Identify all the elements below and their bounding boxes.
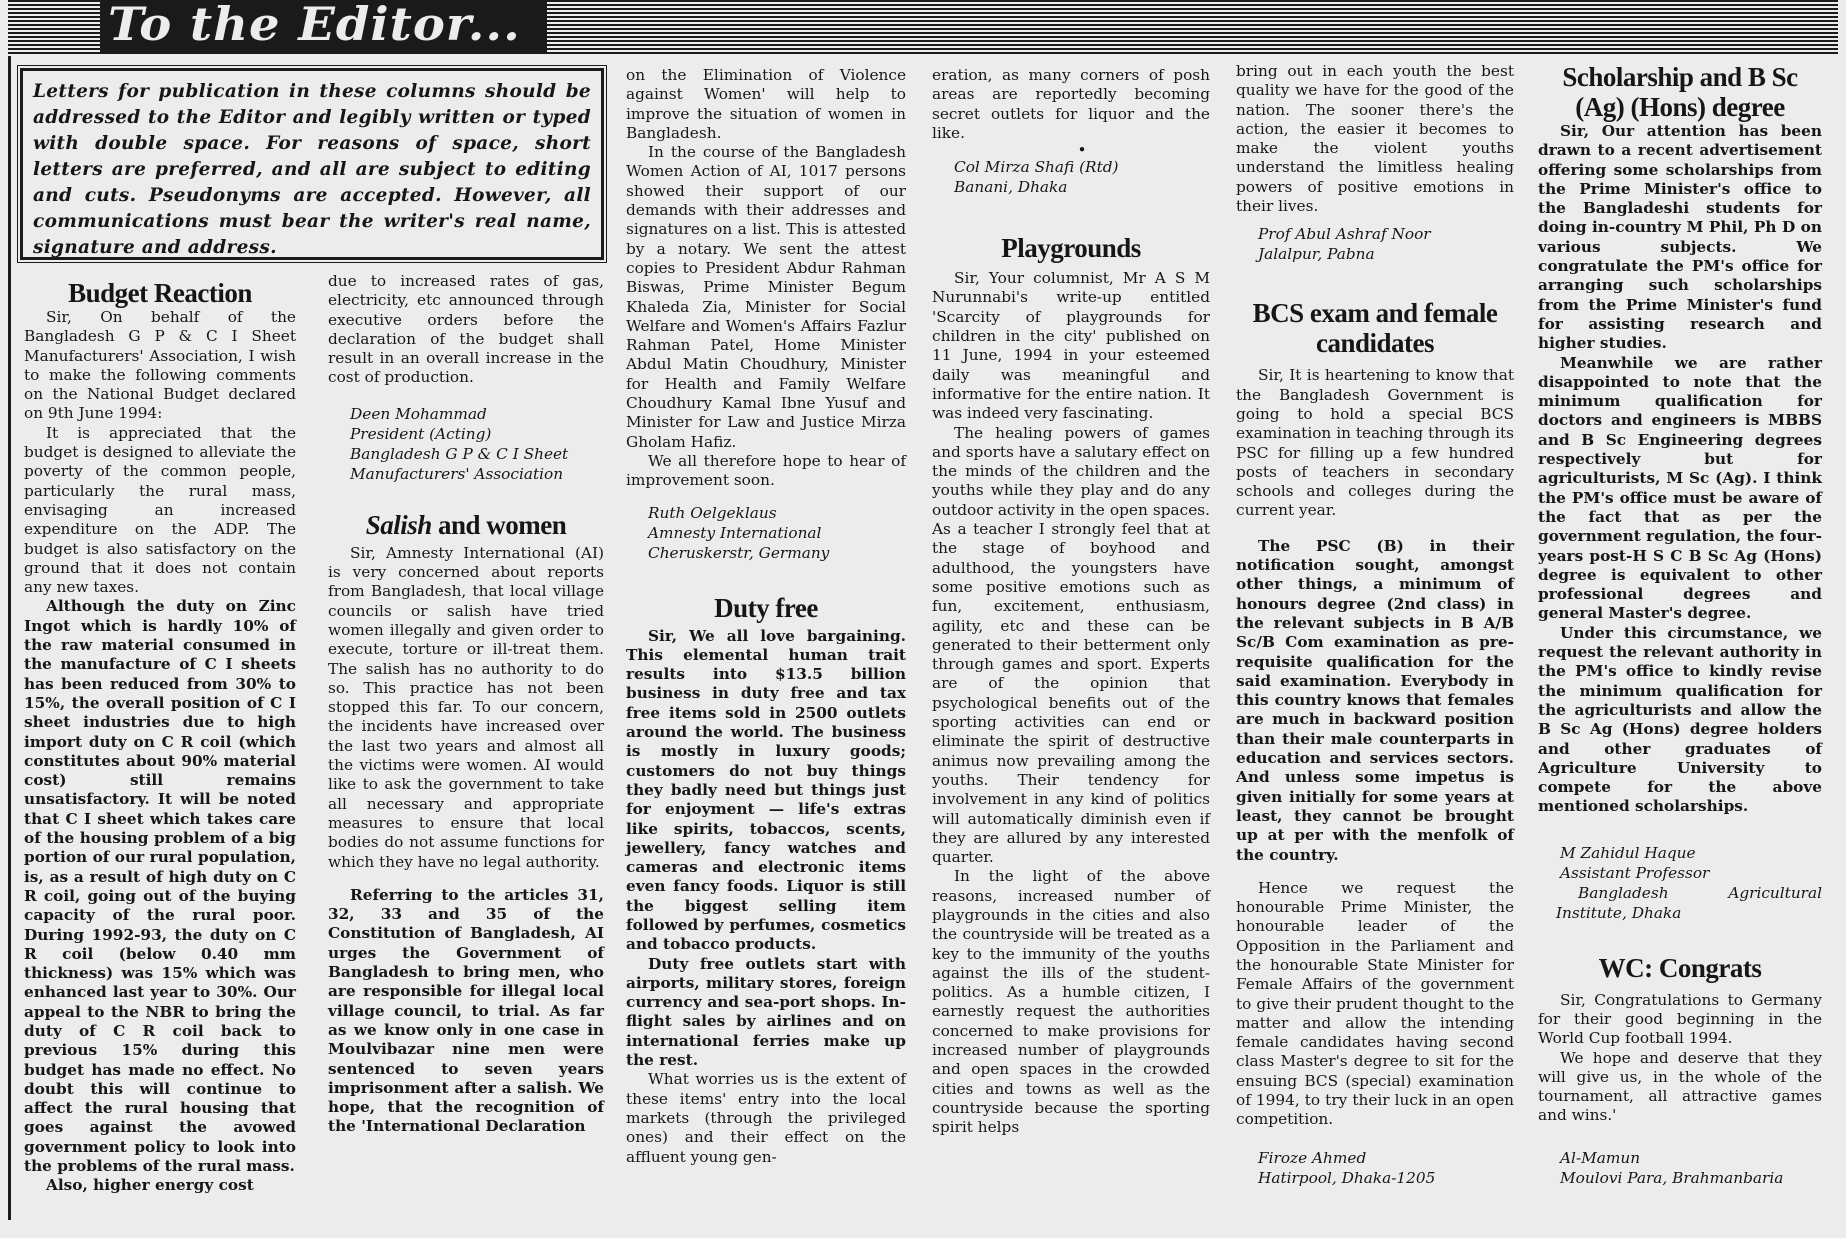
- salish-signature-org: Amnesty International: [648, 523, 822, 542]
- wc-headline: WC: Congrats: [1598, 952, 1762, 983]
- playgrounds-signature-address: Jalalpur, Pabna: [1258, 245, 1375, 264]
- dutyfree-paragraph: What worries us is the extent of these items' entry into the local markets (through the privileged ones) and their effect on the affluent young gen-: [626, 1070, 906, 1166]
- masthead-banner: [8, 0, 1838, 56]
- salish-signature-address: Cheruskerstr, Germany: [648, 543, 830, 562]
- scholarship-paragraph: Meanwhile we are rather disappointed to note that the minimum qualification for doctors and engineers is MBBS and B Sc Engineering degrees respectively but for agriculturists, M Sc (Ag). I think the PM's office must be aware of the fact that as per the government regulation, the four-years post-H S C B Sc Ag (Hons) degree is equivalent to other professional degrees and general Master's degree.: [1538, 353, 1822, 623]
- salish-paragraph: Sir, Amnesty International (AI) is very concerned about reports from Bangladesh, that local village councils or salish have tried women illegally and given order to execute, torture or ill-treat them. The salish has no authority to do so. This practice has not been stopped this far. To our concern, the incidents have increased over the last two years and almost all the victims were women. AI would like to ask the government to take all necessary and appropriate measures to ensure that local bodies do not assume functions for which they have no legal authority.: [328, 543, 604, 871]
- salish-headline: Salish and women: [365, 509, 567, 540]
- dutyfree-headline: Duty free: [714, 592, 818, 623]
- editor-notice-text: Letters for publication in these columns should be addressed to the Editor and legibly written or typed with double space. For reasons of space, short letters are preferred, and all are subject to editing and cuts. Pseudonyms are accepted. However, all communications must bear the writer's real name, signature and address.: [33, 81, 591, 258]
- dutyfree-signature-name: Col Mirza Shafi (Rtd): [954, 158, 1119, 177]
- budget-paragraph: Also, higher energy cost: [46, 1176, 254, 1195]
- scholarship-signature-name: M Zahidul Haque: [1560, 843, 1696, 862]
- bcs-paragraph: The PSC (B) in their notification sought, amongst other things, a minimum of honours degree (2nd class) in the relevant subjects in B A/B Sc/B Com examination as pre-requisite qualification for the said examination. Everybody in this country knows that females are much in backward position than their male counterparts in education and services sectors. And unless some impetus is given initially for some years at least, they cannot be brought up at per with the menfolk of the country.: [1236, 536, 1514, 864]
- playgrounds-signature-name: Prof Abul Ashraf Noor: [1258, 225, 1431, 244]
- bcs-signature-name: Firoze Ahmed: [1258, 1148, 1367, 1167]
- column-2: [328, 272, 604, 1137]
- budget-signature-org: Manufacturers' Association: [350, 464, 564, 483]
- salish-paragraph: Referring to the articles 31, 32, 33 and 35 of the Constitution of Bangladesh, AI urges the Government of Bangladesh to bring men, who are responsible for illegal local village council, to trial. As far as we know only in one case in Moulvibazar nine men were sentenced to seven years imprisonment after a salish. We hope, that the recognition of the 'International Declaration: [328, 885, 604, 1136]
- scholarship-signature-title: Assistant Professor: [1560, 863, 1710, 882]
- wc-paragraph: Sir, Congratulations to Germany for their good beginning in the World Cup football 1994.: [1538, 990, 1822, 1048]
- scholarship-signature-org: Bangladesh Agricultural Institute, Dhaka: [1556, 883, 1822, 922]
- scholarship-paragraph: Sir, Our attention has been drawn to a recent advertisement offering some scholarships from the Prime Minister's office to the Bangladeshi students for doing in-country M Phil, Ph D on various subjects. We congratulate the PM's office for arranging such scholarships from the Prime Minister's fund for assisting research and higher studies.: [1538, 122, 1822, 353]
- column-5: [1236, 62, 1514, 1188]
- column-1: [24, 278, 296, 1196]
- dutyfree-paragraph: Duty free outlets start with airports, military stores, foreign currency and sea-port shops. In-flight sales by airlines and on international ferries make up the rest.: [626, 954, 906, 1070]
- column-3: [626, 66, 906, 1167]
- wc-paragraph: We hope and deserve that they will give us, in the whole of the tournament, all attractive games and wins.': [1538, 1048, 1822, 1125]
- salish-paragraph: In the course of the Bangladesh Women Action of AI, 1017 persons showed their support of our demands with their addresses and signatures on a list. This is attested by a notary. We sent the attest copies to President Abdur Rahman Biswas, Prime Minister Begum Khaleda Zia, Minister for Social Welfare and Women's Affairs Fazlur Rahman Patel, Home Minister Abdul Matin Choudhury, Minister for Health and Family Welfare Choudhury Kamal Ibne Yusuf and Minister for Law and Justice Mirza Gholam Hafiz.: [626, 143, 906, 451]
- wc-signature-address: Moulovi Para, Brahmanbaria: [1560, 1168, 1784, 1187]
- salish-signature-name: Ruth Oelgeklaus: [648, 503, 777, 522]
- playgrounds-paragraph: The healing powers of games and sports have a salutary effect on the minds of the children and the youths while they play and do any outdoor activity in the open spaces. As a teacher I strongly feel that at the stage of boyhood and adulthood, the youngsters have some positive emotions such as fun, excitement, enthusiasm, agility, etc and these can be generated to their betterment only through games and sport. Experts are of the opinion that psychological benefits out of the sporting activities can end or eliminate the spirit of destructive animus now prevailing among the youths. Their tendency for involvement in any kind of politics will automatically diminish even if they are allured by any interested quarter.: [932, 423, 1210, 867]
- budget-signature-title: President (Acting): [350, 424, 492, 443]
- left-column-rule: [8, 56, 11, 1220]
- budget-headline: Budget Reaction: [68, 278, 252, 308]
- column-4: [932, 66, 1210, 1138]
- playgrounds-paragraph-continued: bring out in each youth the best quality we have for the good of the nation. The sooner there's the action, the easier it becomes to make the violent youths understand the limitless healing powers of positive emotions in their lives.: [1236, 62, 1514, 216]
- dutyfree-signature-address: Banani, Dhaka: [954, 178, 1068, 197]
- masthead-title: To the Editor...: [100, 0, 547, 53]
- separator-dot: •: [1077, 141, 1087, 160]
- bcs-paragraph: Hence we request the honourable Prime Minister, the honourable leader of the Opposition in the Parliament and the honourable State Minister for Female Affairs of the government to give their prudent thought to the matter and allow the intending female candidates having second class Master's degree to sit for the ensuing BCS (special) examination of 1994, to try their luck in an open competition.: [1236, 878, 1514, 1129]
- wc-signature-name: Al-Mamun: [1560, 1148, 1641, 1167]
- editor-notice-box: [20, 68, 604, 260]
- bcs-signature-address: Hatirpool, Dhaka-1205: [1258, 1168, 1436, 1187]
- column-6: [1538, 62, 1822, 1188]
- budget-paragraph: It is appreciated that the budget is designed to alleviate the poverty of the common people, particularly the rural mass, envisaging an increased expenditure on the ADP. The budget is also satisfactory on the ground that it does not contain any new taxes.: [24, 423, 296, 597]
- budget-paragraph: Sir, On behalf of the Bangladesh G P & C I Sheet Manufacturers' Association, I wish to make the following comments on the National Budget declared on 9th June 1994:: [24, 308, 296, 423]
- playgrounds-paragraph: In the light of the above reasons, increased number of playgrounds in the cities and also the countryside will be treated as a key to the immunity of the youths against the ills of the student-politics. As a humble citizen, I earnestly request the authorities concerned to make provisions for increased number of playgrounds and open spaces in the crowded cities and towns as well as the countryside because the sporting spirit helps: [932, 867, 1210, 1137]
- bcs-headline: BCS exam and female candidates: [1252, 298, 1498, 359]
- budget-signature-name: Deen Mohammad: [350, 404, 487, 423]
- budget-paragraph-continued: due to increased rates of gas, electricity, etc announced through executive orders before the declaration of the budget shall result in an overall increase in the cost of production.: [328, 272, 604, 387]
- dutyfree-paragraph-continued: eration, as many corners of posh areas are reportedly becoming secret outlets for liquor and the like.: [932, 66, 1210, 142]
- bcs-paragraph: Sir, It is heartening to know that the Bangladesh Government is going to hold a special BCS examination in teaching through its PSC for filling up a few hundred posts of teachers in secondary schools and colleges during the current year.: [1236, 366, 1514, 520]
- salish-paragraph-continued: on the Elimination of Violence against Women' will help to improve the situation of women in Bangladesh.: [626, 66, 906, 142]
- scholarship-headline: Scholarship and B Sc (Ag) (Hons) degree: [1562, 62, 1798, 122]
- salish-paragraph: We all therefore hope to hear of improvement soon.: [626, 451, 906, 490]
- playgrounds-paragraph: Sir, Your columnist, Mr A S M Nurunnabi's write-up entitled 'Scarcity of playgrounds for children in the city' published on 11 June, 1994 in your esteemed daily was meaningful and informative for the entire nation. It was indeed very fascinating.: [932, 269, 1210, 423]
- scholarship-paragraph: Under this circumstance, we request the relevant authority in the PM's office to kindly revise the minimum qualification for the agriculturists and allow the B Sc Ag (Hons) degree holders and other graduates of Agriculture University to compete for the above mentioned scholarships.: [1538, 623, 1822, 816]
- budget-signature-org: Bangladesh G P & C I Sheet: [350, 444, 569, 463]
- budget-paragraph: Although the duty on Zinc Ingot which is hardly 10% of the raw material consumed in the manufacture of C I sheets has been reduced from 30% to 15%, the overall position of C I sheet industries due to high import duty on C R coil (which constitutes about 90% material cost) still remains unsatisfactory. It will be noted that C I sheet which takes care of the housing problem of a big portion of our rural population, is, as a result of high duty on C R coil, going out of the buying capacity of the rural poor. During 1992-93, the duty on C R coil (below 0.40 mm thickness) was 15% which was enhanced last year to 30%. Our appeal to the NBR to bring the duty of C R coil back to previous 15% during this budget has made no effect. No doubt this will continue to affect the rural housing that goes against the avowed government policy to look into the problems of the rural mass.: [24, 597, 296, 1176]
- playgrounds-headline: Playgrounds: [1001, 233, 1141, 264]
- dutyfree-paragraph: Sir, We all love bargaining. This elemental human trait results into $13.5 billion business in duty free and tax free items sold in 2500 outlets around the world. The business is mostly in luxury goods; customers do not buy things they badly need but things just for enjoyment — life's extras like spirits, tobaccos, scents, jewellery, fancy watches and cameras and electronic items even fancy foods. Liquor is still the biggest selling item followed by perfumes, cosmetics and tobacco products.: [626, 626, 906, 954]
